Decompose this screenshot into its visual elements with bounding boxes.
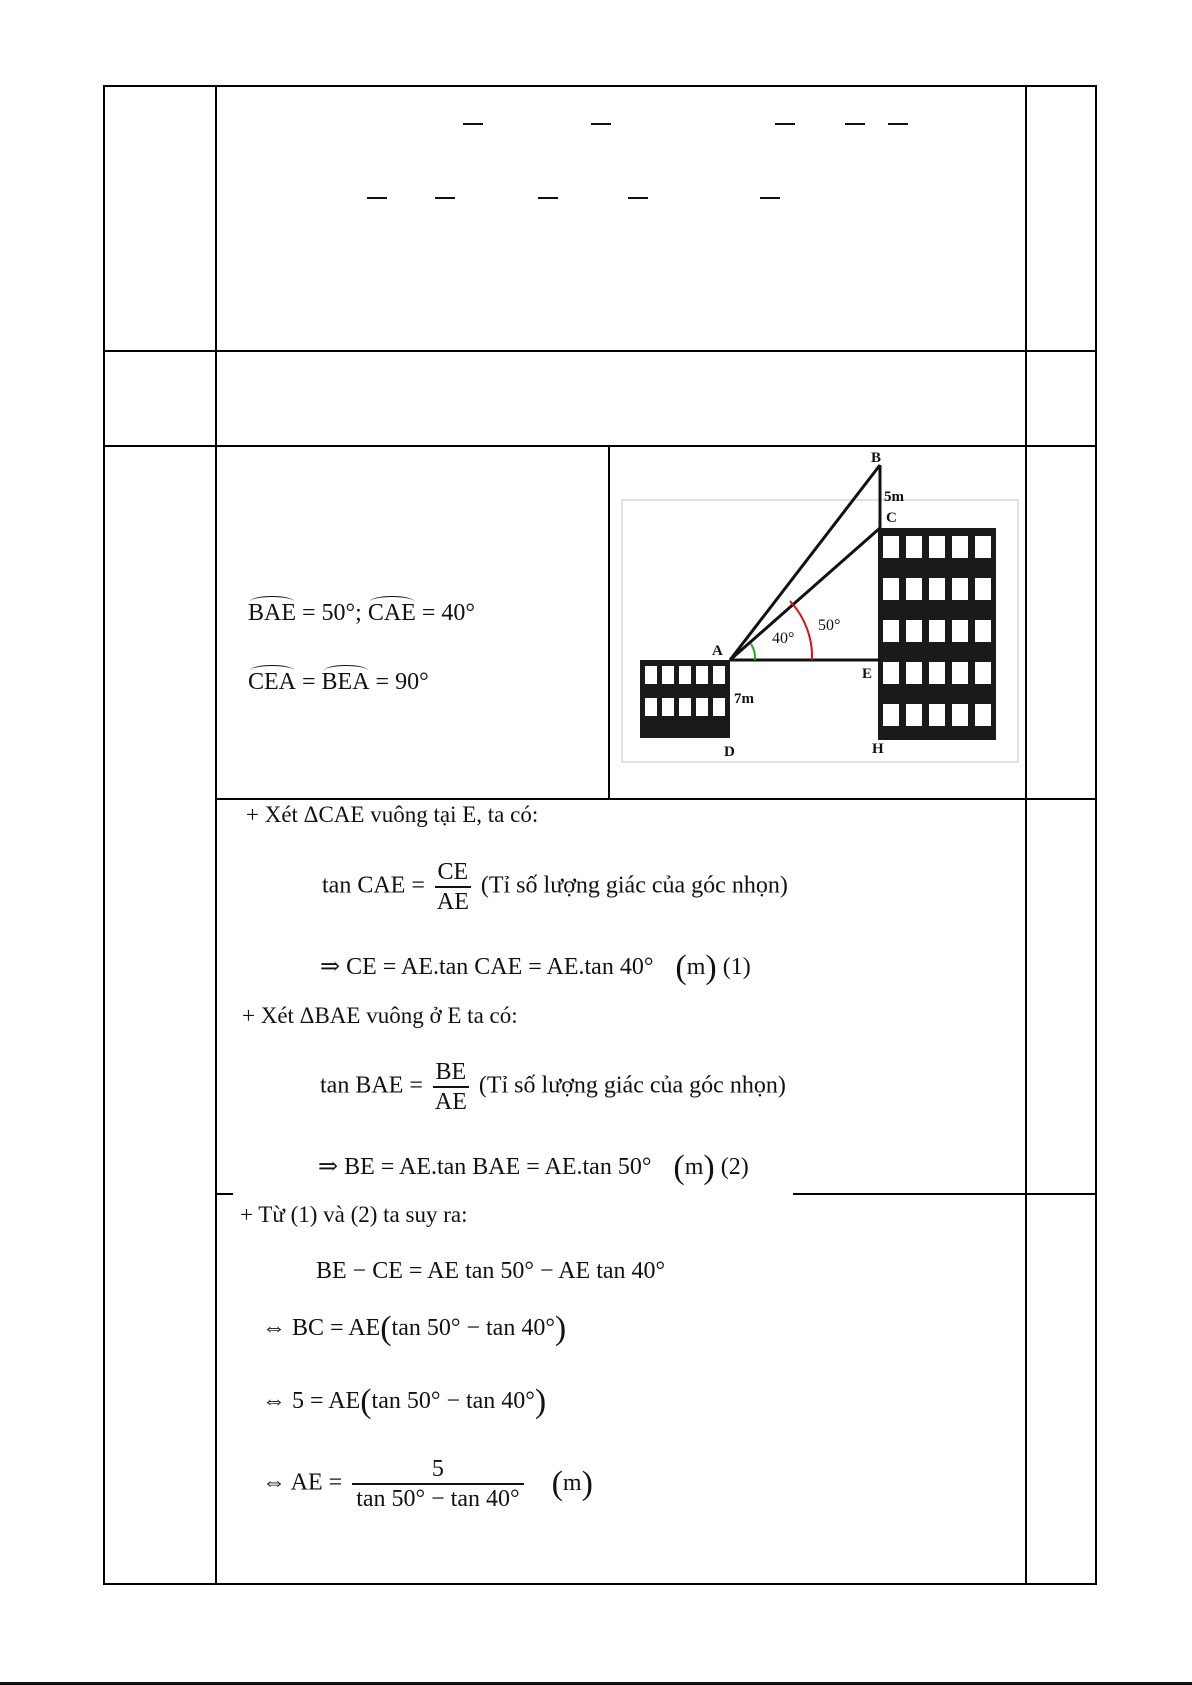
step2-denominator: AE xyxy=(433,1086,469,1116)
label-angle-50: 50° xyxy=(818,617,841,634)
step3-l4-fraction xyxy=(352,1455,523,1513)
angle-arc-40 xyxy=(751,644,755,660)
step1-tag: (1) xyxy=(722,954,751,980)
step1-numerator: CE xyxy=(437,859,469,885)
table-border-top xyxy=(103,85,1097,87)
table-col-divider-1 xyxy=(215,85,217,1584)
label-e: E xyxy=(862,666,873,682)
step3-line-2: ⇔ BC = AE(tan 50° − tan 40°) xyxy=(262,1310,567,1347)
step3-l4-denominator: tan 50° − tan 40° xyxy=(352,1483,523,1513)
step1-result-expr: ⇒ CE = AE.tan CAE = AE.tan 40° xyxy=(320,954,654,980)
step3-l3-inner: tan 50° − tan 40° xyxy=(371,1388,535,1414)
label-ad-length: 7m xyxy=(734,691,754,707)
table-border-bottom xyxy=(103,1583,1097,1585)
step1-intro: + Xét ΔCAE vuông tại E, ta có: xyxy=(246,802,539,827)
row-divider-3 xyxy=(215,798,1097,800)
triangle-lines xyxy=(730,465,880,660)
step1-fraction xyxy=(435,858,471,916)
label-c: C xyxy=(886,510,897,526)
given-angles-line-1 xyxy=(248,600,475,627)
right-building xyxy=(878,528,996,740)
step2-note: (Tỉ số lượng giác của góc nhọn) xyxy=(478,1072,786,1099)
label-b: B xyxy=(871,450,882,466)
step1-note: (Tỉ số lượng giác của góc nhọn) xyxy=(480,872,788,899)
angle-equals: = xyxy=(296,669,322,695)
step1-tan-lhs: tan CAE = xyxy=(322,872,425,899)
label-d: D xyxy=(724,744,735,760)
step1-unit: m xyxy=(686,954,706,980)
table-border-left xyxy=(103,85,105,1584)
step1-result: ⇒ CE = AE.tan CAE = AE.tan 40° (m) (1) xyxy=(320,949,751,986)
table-border-right xyxy=(1095,85,1097,1584)
step3-l2-lhs: ⇔ BC = AE xyxy=(262,1315,381,1341)
angle-bae-value: = 50°; xyxy=(296,600,362,626)
row-divider-2 xyxy=(103,445,1097,447)
label-h: H xyxy=(872,741,884,757)
step2-unit: m xyxy=(684,1154,704,1180)
step2-fraction xyxy=(433,1058,469,1116)
step2-result: ⇒ BE = AE.tan BAE = AE.tan 50° (m) (2) xyxy=(318,1149,749,1186)
step1-denominator: AE xyxy=(435,886,471,916)
label-bc-length: 5m xyxy=(884,489,904,505)
step3-line-3: ⇔ 5 = AE(tan 50° − tan 40°) xyxy=(262,1383,547,1420)
step3-l4-lhs: ⇔ AE = xyxy=(262,1469,343,1496)
row-divider-4b xyxy=(793,1193,1097,1195)
step2-tag: (2) xyxy=(720,1154,749,1180)
angle-bea: BEA xyxy=(321,669,370,695)
step3-l2-inner: tan 50° − tan 40° xyxy=(391,1315,555,1341)
angle-cea: CEA xyxy=(248,669,296,695)
left-building xyxy=(640,660,730,738)
step1-tan-equation xyxy=(322,858,788,916)
step3-l4-unit: m xyxy=(562,1469,582,1496)
step3-l4-numerator: 5 xyxy=(431,1456,444,1482)
step3-l3-lhs: ⇔ 5 = AE xyxy=(262,1388,361,1414)
angle-cae: CAE xyxy=(367,600,416,626)
step3-intro: + Từ (1) và (2) ta suy ra: xyxy=(240,1202,468,1227)
given-angles-line-2 xyxy=(248,669,429,696)
figure-cell-divider xyxy=(608,445,610,799)
step2-result-expr: ⇒ BE = AE.tan BAE = AE.tan 50° xyxy=(318,1154,652,1180)
step3-line-1: BE − CE = AE tan 50° − AE tan 40° xyxy=(316,1258,666,1284)
step2-tan-lhs: tan BAE = xyxy=(320,1072,423,1099)
step3-line-4: ⇔ AE = $\frac{5}{\tan 50^\circ - \tan 40^\circ}$ (m) xyxy=(262,1456,593,1512)
angle-bae: BAE xyxy=(248,600,296,626)
angle-right-value: = 90° xyxy=(369,669,429,695)
label-angle-40: 40° xyxy=(772,630,795,647)
geometry-figure xyxy=(620,448,1020,768)
step2-tan-equation xyxy=(320,1058,786,1116)
step2-numerator: BE xyxy=(435,1059,467,1085)
table-col-divider-2 xyxy=(1025,85,1027,1584)
step2-intro: + Xét ΔBAE vuông ở E ta có: xyxy=(242,1003,518,1028)
angle-cae-value: = 40° xyxy=(415,600,475,626)
row-divider-1 xyxy=(103,350,1097,352)
row-divider-4a xyxy=(215,1193,233,1195)
label-a: A xyxy=(712,643,723,659)
